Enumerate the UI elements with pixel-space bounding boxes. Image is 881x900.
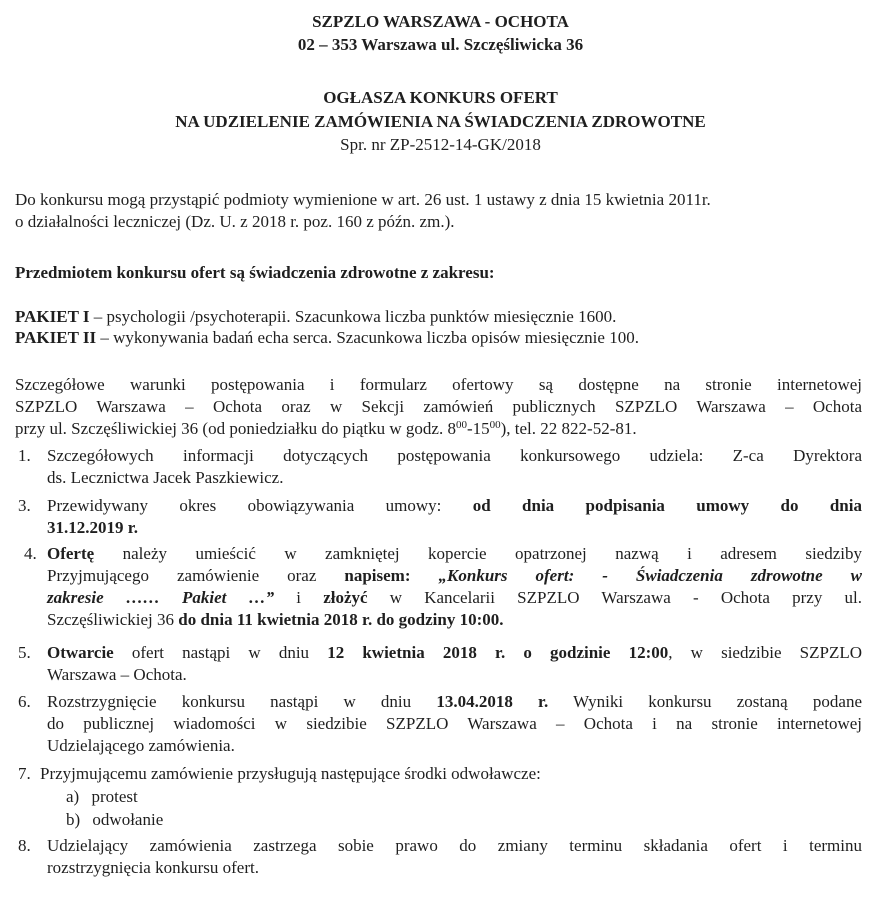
package-1-text: – psychologii /psychoterapii. Szacunkowa liczba punktów miesięcznie 1600. (89, 307, 617, 326)
item-5-line1-text: ofert nastąpi w dniu (113, 643, 328, 662)
item-6-number: 6. (18, 692, 31, 711)
item-3-number: 3. (18, 496, 31, 515)
conditions-line3 (15, 419, 862, 439)
conditions-line1: Szczegółowe warunki postępowania i formularz ofertowy są dostępne na stronie internetowej (15, 375, 862, 394)
item-4-line4 (47, 610, 862, 630)
conditions-line3-text: przy ul. Szczęśliwickiej 36 (od poniedziałku do piątku w godz. 8 (15, 419, 456, 438)
item-4-line3-text: w Kancelarii SZPZLO Warszawa - Ochota przy ul. (367, 588, 862, 607)
announcement-title-line1: OGŁASZA KONKURS OFERT (323, 88, 558, 107)
item-7-sub-a-text: protest (91, 787, 138, 806)
item-1-number: 1. (18, 446, 31, 465)
item-3 (47, 496, 862, 538)
org-address: 02 – 353 Warszawa ul. Szczęśliwicka 36 (297, 35, 584, 54)
item-7-sub-b-text: odwołanie (92, 810, 164, 829)
item-7-sub-a-letter: a) (66, 787, 80, 806)
item-4-line2-text: Przyjmującego zamówienie oraz (47, 566, 345, 585)
item-4-line1 (47, 544, 862, 566)
hours-end-sup: 00 (489, 419, 501, 431)
item-4-deadline-bold: do dnia 11 kwietnia 2018 r. do godziny 10:00. (178, 610, 504, 629)
org-name: SZPZLO WARSZAWA - OCHOTA (312, 12, 569, 31)
item-5-line2: Warszawa – Ochota. (47, 665, 187, 684)
item-5-line1 (47, 643, 862, 665)
item-3-bold: od dnia podpisania umowy do dnia (472, 496, 862, 515)
item-6 (47, 692, 862, 756)
item-4-line2 (47, 566, 862, 588)
conditions-line3-end: ), tel. 22 822-52-81. (500, 419, 637, 438)
item-8-line1: Udzielający zamówienia zastrzega sobie prawo do zmiany terminu składania ofert i terminu (47, 836, 862, 855)
item-4-number: 4. (24, 544, 37, 563)
item-6-line1 (47, 692, 862, 714)
item-7-text: Przyjmującemu zamówienie przysługują następujące środki odwoławcze: (40, 764, 541, 783)
item-5-opening-bold: Otwarcie (47, 643, 114, 662)
conditions-line3-mid: -15 (466, 419, 490, 438)
item-6-date-bold: 13.04.2018 r. (436, 692, 549, 711)
hours-start-sup: 00 (455, 419, 467, 431)
conditions-line2: SZPZLO Warszawa – Ochota oraz w Sekcji zamówień publicznych SZPZLO Warszawa – Ochota (15, 397, 862, 416)
item-4 (47, 544, 862, 630)
item-1-line2: ds. Lecznictwa Jacek Paszkiewicz. (47, 468, 284, 487)
item-4-scope-italic: zakresie …… Pakiet …” (47, 588, 275, 607)
item-6-line1-text: Rozstrzygnięcie konkursu nastąpi w dniu (47, 692, 437, 711)
eligibility-line2: o działalności leczniczej (Dz. U. z 2018 r. poz. 160 z późn. zm.). (15, 212, 455, 231)
item-3-text: Przewidywany okres obowiązywania umowy: (47, 496, 473, 515)
package-2 (15, 328, 639, 348)
item-5-number: 5. (18, 643, 31, 662)
item-1 (47, 446, 862, 488)
item-4-line3 (47, 588, 862, 610)
subject-heading: Przedmiotem konkursu ofert są świadczenia zdrowotne z zakresu: (15, 263, 495, 282)
item-7-sub-a (66, 787, 138, 807)
item-4-line1-text: należy umieścić w zamkniętej kopercie opatrzonej nazwą i adresem siedziby (94, 544, 862, 563)
item-4-submit-bold: złożyć (323, 588, 368, 607)
item-1-line1: Szczegółowych informacji dotyczących postępowania konkursowego udziela: Z-ca Dyrektora (47, 446, 862, 465)
item-7-sub-b (66, 810, 163, 830)
item-6-line3: Udzielającego zamówienia. (47, 736, 235, 755)
case-number: Spr. nr ZP-2512-14-GK/2018 (340, 135, 541, 154)
package-2-text: – wykonywania badań echa serca. Szacunkowa liczba opisów miesięcznie 100. (96, 328, 639, 347)
item-4-inscription-bold: napisem: (344, 566, 439, 585)
item-3-line1 (47, 496, 862, 518)
package-1-label: PAKIET I (15, 307, 90, 326)
package-2-label: PAKIET II (15, 328, 97, 347)
item-4-and: i (274, 588, 324, 607)
item-8 (47, 836, 862, 878)
item-7-number: 7. (18, 764, 31, 783)
item-5-date-bold: 12 kwietnia 2018 r. o godzinie 12:00 (327, 643, 669, 662)
item-8-line2: rozstrzygnięcia konkursu ofert. (47, 858, 259, 877)
conditions-paragraph (15, 375, 862, 439)
item-6-line1-end: Wyniki konkursu zostaną podane (548, 692, 862, 711)
item-4-inscription-italic: „Konkurs ofert: - Świadczenia zdrowotne w (438, 566, 862, 585)
item-7-sub-b-letter: b) (66, 810, 81, 829)
item-5 (47, 643, 862, 685)
item-5-line1-end: , w siedzibie SZPZLO (668, 643, 862, 662)
item-3-line2: 31.12.2019 r. (47, 518, 138, 537)
announcement-title-line2: NA UDZIELENIE ZAMÓWIENIA NA ŚWIADCZENIA ZDROWOTNE (175, 112, 706, 131)
eligibility-line1: Do konkursu mogą przystąpić podmioty wymienione w art. 26 ust. 1 ustawy z dnia 15 kwietnia 2011r. (15, 190, 711, 209)
item-8-number: 8. (18, 836, 31, 855)
item-4-offer-bold: Ofertę (47, 544, 95, 563)
package-1 (15, 307, 616, 327)
item-6-line2: do publicznej wiadomości w siedzibie SZPZLO Warszawa – Ochota i na stronie internetowej (47, 714, 862, 733)
item-4-line4-text: Szczęśliwickiej 36 (47, 610, 179, 629)
